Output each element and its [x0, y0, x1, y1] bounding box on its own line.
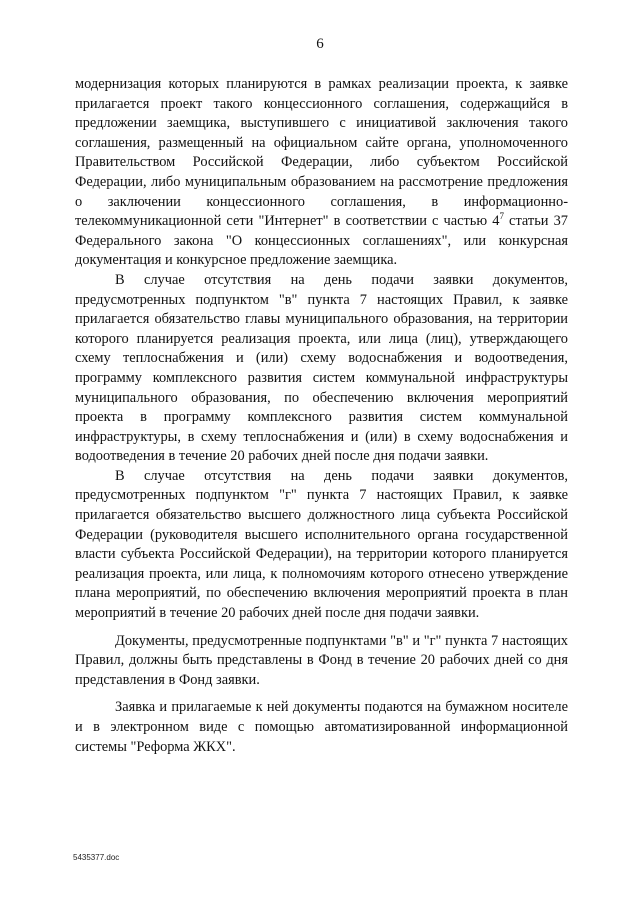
page-number: 6 [316, 36, 324, 52]
footer-filename: 5435377.doc [73, 853, 120, 862]
paragraph-4: Документы, предусмотренные подпунктами "в" и "г" пункта 7 настоящих Правил, должны быть представлены в Фонд в течение 20 рабочих дней со дня представления в Фонд заявки. [75, 632, 568, 688]
paragraph-1-text: модернизация которых планируются в рамках реализации проекта, к заявке прилагается проект такого концессионного соглашения, содержащийся в предложении заемщика, выступившего с инициативой заключения такого соглашения, размещенный на официальном сайте органа, уполномоченного Правительством Российской Федерации, либо субъектом Российской Федерации, либо муниципальным образованием на рассмотрение предложения о заключении концессионного соглашения, в информационно-телекоммуникационной сети "Интернет" в соответствии с частью 4 [75, 76, 568, 230]
paragraph-1 [75, 75, 568, 271]
superscript: 7 [499, 211, 504, 222]
paragraph-2: В случае отсутствия на день подачи заявки документов, предусмотренных подпунктом "в" пункта 7 настоящих Правил, к заявке прилагается обязательство главы муниципального образования, на территории которого планируется реализация проекта, или лица (лиц), утверждающего схему теплоснабжения и (или) схему водоснабжения и водоотведения, программу комплексного развития систем коммунальной инфраструктуры муниципального образования, по обеспечению включения мероприятий проекта в программу комплексного развития систем коммунальной инфраструктуры, в схему теплоснабжения и (или) в схему водоснабжения и водоотведения в течение 20 рабочих дней после дня подачи заявки. [75, 271, 568, 465]
paragraph-5: Заявка и прилагаемые к ней документы подаются на бумажном носителе и в электронном виде с помощью автоматизированной информационной системы "Реформа ЖКХ". [75, 699, 568, 755]
paragraph-3: В случае отсутствия на день подачи заявки документов, предусмотренных подпунктом "г" пункта 7 настоящих Правил, к заявке прилагается обязательство высшего должностного лица субъекта Российской Федерации (руководителя высшего исполнительного органа государственной власти субъекта Российской Федерации), на территории которого планируется реализация проекта, или лица, к полномочиям которого отнесено утверждение плана мероприятий, по обеспечению включения мероприятий проекта в план мероприятий в течение 20 рабочих дней после дня подачи заявки. [75, 467, 568, 622]
paragraph-1-text-cont: статьи 37 Федерального закона "О концессионных соглашениях", или конкурсная документация и конкурсное предложение заемщика. [75, 213, 568, 269]
document-body [75, 75, 568, 757]
